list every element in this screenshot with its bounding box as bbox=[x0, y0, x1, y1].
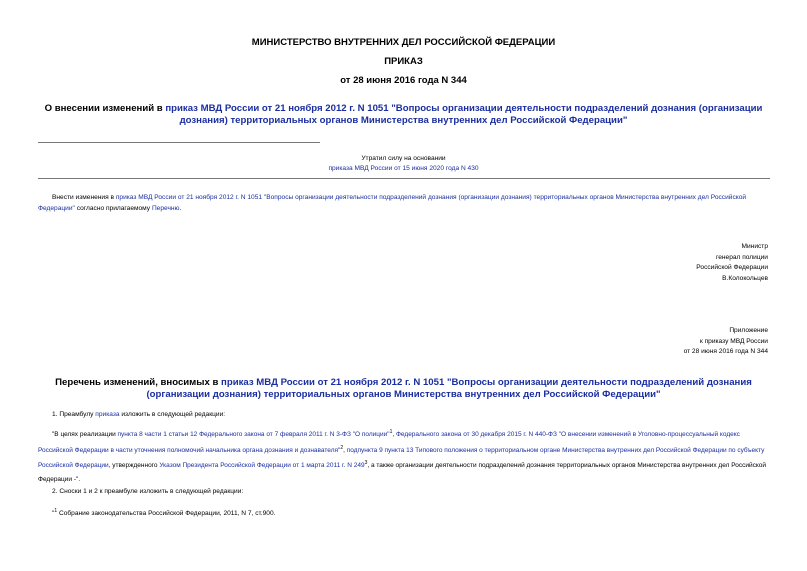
quote-link-decree[interactable]: Указом Президента Российской Федерации от 1 марта 2011 г. N 249 bbox=[159, 462, 365, 470]
item-2: 2. Сноски 1 и 2 к преамбуле изложить в следующей редакции: bbox=[52, 488, 244, 495]
footnote-quote-mark: " bbox=[52, 510, 55, 518]
quote-link-regulation[interactable]: подпункта 9 пункта 13 Типового положения о территориальном органе Министерства внутренних дел Российской Федерации по субъекту Российской Федерации bbox=[38, 446, 765, 470]
appendix-line: Приложение bbox=[729, 327, 768, 334]
document-title bbox=[20, 103, 787, 127]
intro-paragraph bbox=[38, 192, 770, 214]
signature-line: генерал полиции bbox=[715, 253, 768, 261]
doc-date-number: от 28 июня 2016 года N 344 bbox=[340, 75, 467, 86]
signature-name: В.Колокольцев bbox=[722, 275, 768, 283]
signature-line: Российской Федерации bbox=[696, 264, 768, 272]
list-title-prefix: Перечень изменений, вносимых в bbox=[55, 377, 222, 388]
status-link[interactable]: приказа МВД России от 15 июня 2020 года N 430 bbox=[328, 165, 479, 172]
intro-link-list[interactable]: Перечню bbox=[151, 205, 180, 212]
footnote-ref[interactable]: 1 bbox=[389, 429, 393, 435]
appendix-block bbox=[560, 326, 768, 358]
footnote-number: 1 bbox=[54, 508, 58, 514]
list-title-link[interactable]: приказ МВД России от 21 ноября 2012 г. N 1051 "Вопросы организации деятельности подразделений дознания (организации дознания) территориальных органов Министерства внутренних дел Российской Федерации" bbox=[146, 377, 752, 400]
item-1 bbox=[52, 410, 225, 420]
quote-link-police-law[interactable]: пункта 8 части 1 статьи 12 Федерального закона от 7 февраля 2011 г. N 3-ФЗ "О полиции" bbox=[117, 431, 390, 439]
footnote-text: Собрание законодательства Российской Федерации, 2011, N 7, ст.900. bbox=[57, 510, 276, 518]
signature-line: Министр bbox=[741, 243, 768, 250]
title-prefix: О внесении изменений в bbox=[44, 103, 166, 114]
title-link[interactable]: приказ МВД России от 21 ноября 2012 г. N 1051 "Вопросы организации деятельности подразделений дознания (организации дознания) территориальных органов Министерства внутренних дел Российской Федерации" bbox=[165, 103, 763, 126]
appendix-line: от 28 июня 2016 года N 344 bbox=[683, 348, 768, 356]
quote-link-law-440[interactable]: Федерального закона от 30 декабря 2015 г. N 440-ФЗ "О внесении изменений в Уголовно-процессуальный кодекс Российской Федерации в части уточнения полномочий начальника органа дознания и дознавателя" bbox=[38, 431, 740, 454]
item-1-link[interactable]: приказа bbox=[95, 411, 120, 418]
signature-block bbox=[560, 242, 768, 285]
footnote-line bbox=[52, 507, 275, 519]
quote-text: , bbox=[343, 446, 347, 454]
item-1-text-end: изложить в следующей редакции: bbox=[119, 411, 226, 418]
intro-text-1: Внести изменения в bbox=[52, 194, 116, 201]
quoted-preamble bbox=[38, 426, 770, 486]
divider-long bbox=[38, 178, 770, 179]
footnote-ref[interactable]: 3 bbox=[364, 460, 368, 467]
list-title bbox=[30, 377, 777, 401]
item-1-text: 1. Преамбулу bbox=[52, 411, 96, 418]
ministry-heading: МИНИСТЕРСТВО ВНУТРЕННИХ ДЕЛ РОССИЙСКОЙ ФЕДЕРАЦИИ bbox=[251, 37, 556, 48]
intro-link-order[interactable]: приказ МВД России от 21 ноября 2012 г. N 1051 "Вопросы организации деятельности подразделений дознания (организации дознания) территориальных органов Министерства внутренних дел Российской Федерации" bbox=[38, 194, 747, 212]
divider-short bbox=[38, 142, 320, 143]
quote-text: "В целях реализации bbox=[52, 431, 118, 439]
quote-text: , утвержденного bbox=[108, 462, 160, 470]
doc-type-heading: ПРИКАЗ bbox=[384, 56, 423, 67]
quote-text: , а также организации деятельности подразделений дознания территориальных органов Министерства внутренних дел Российской Федерации -". bbox=[38, 462, 767, 483]
footnote-ref[interactable]: 2 bbox=[340, 444, 344, 451]
intro-text-2: согласно прилагаемому bbox=[74, 205, 152, 212]
appendix-line: к приказу МВД России bbox=[699, 337, 768, 345]
intro-text-3: . bbox=[179, 205, 182, 212]
quote-text: , bbox=[392, 431, 396, 439]
status-line-1: Утратил силу на основании bbox=[361, 155, 446, 162]
